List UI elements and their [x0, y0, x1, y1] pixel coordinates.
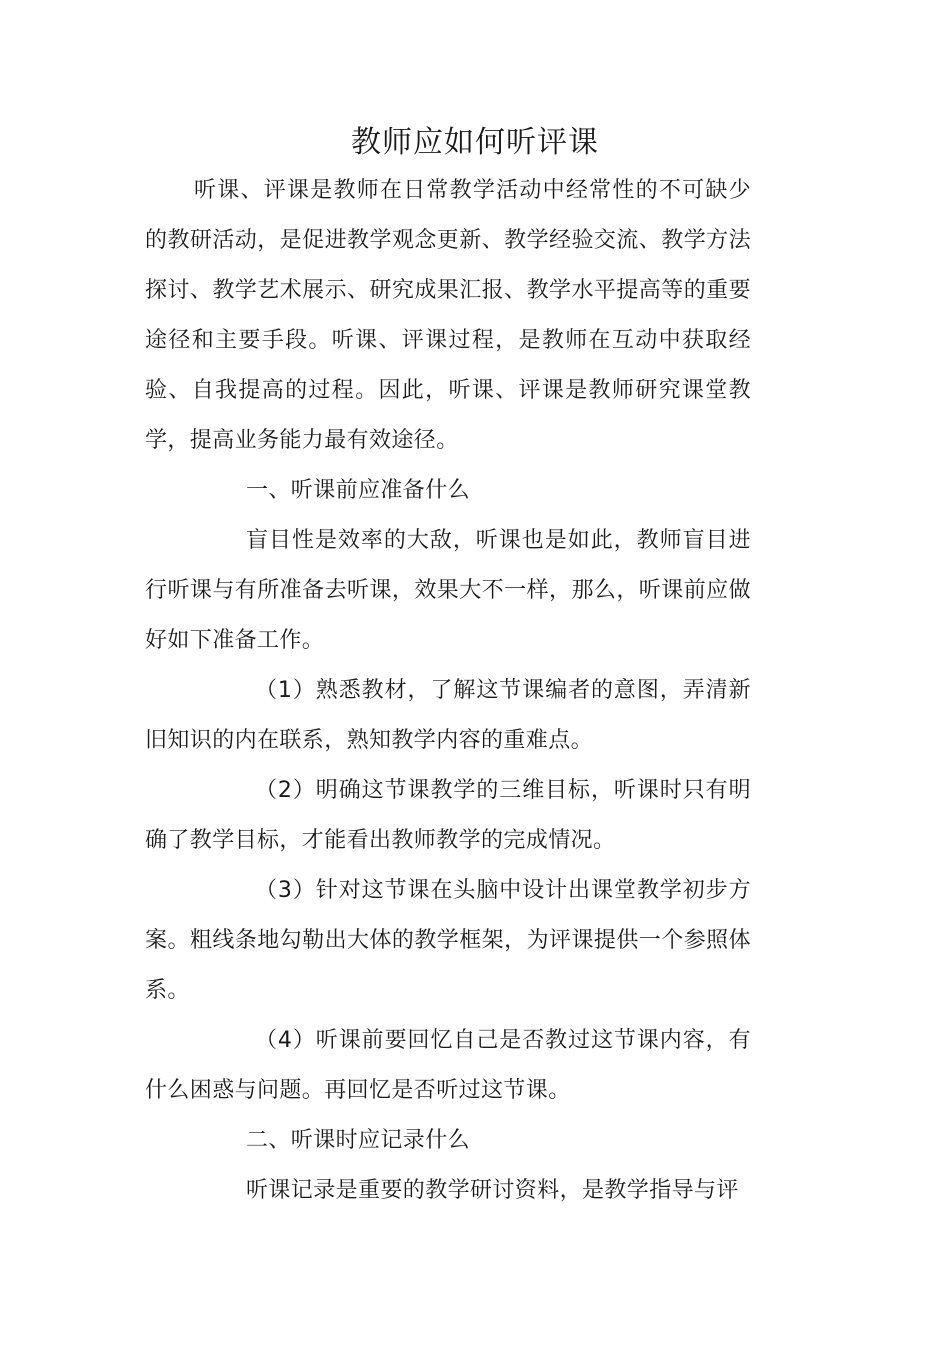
- section1-item-3: （3）针对这节课在头脑中设计出课堂教学初步方案。粗线条地勾勒出大体的教学框架，为评课提供一个参照体系。: [145, 878, 751, 1003]
- section2-paragraph: 听课记录是重要的教学研讨资料，是教学指导与评: [246, 1178, 739, 1203]
- intro-paragraph: 听课、评课是教师在日常教学活动中经常性的不可缺少的教研活动，是促进教学观念更新、教学经验交流、教学方法探讨、教学艺术展示、研究成果汇报、教学水平提高等的重要途径和主要手段。听课、评课过程，是教师在互动中获取经验、自我提高的过程。因此，听课、评课是教师研究课堂教学，提高业务能力最有效途径。: [145, 178, 751, 453]
- document-title: 教师应如何听评课: [351, 125, 599, 160]
- section1-item-1: （1）熟悉教材，了解这节课编者的意图，弄清新旧知识的内在联系，熟知教学内容的重难点。: [145, 678, 751, 753]
- section1-heading: 一、听课前应准备什么: [246, 478, 471, 503]
- section1-paragraph: 盲目性是效率的大敌，听课也是如此，教师盲目进行听课与有所准备去听课，效果大不一样，那么，听课前应做好如下准备工作。: [145, 528, 751, 653]
- section1-item-4: （4）听课前要回忆自己是否教过这节课内容，有什么困惑与问题。再回忆是否听过这节课。: [145, 1028, 751, 1103]
- section2-heading: 二、听课时应记录什么: [246, 1128, 471, 1153]
- section1-item-2: （2）明确这节课教学的三维目标，听课时只有明确了教学目标，才能看出教师教学的完成情况。: [145, 778, 751, 853]
